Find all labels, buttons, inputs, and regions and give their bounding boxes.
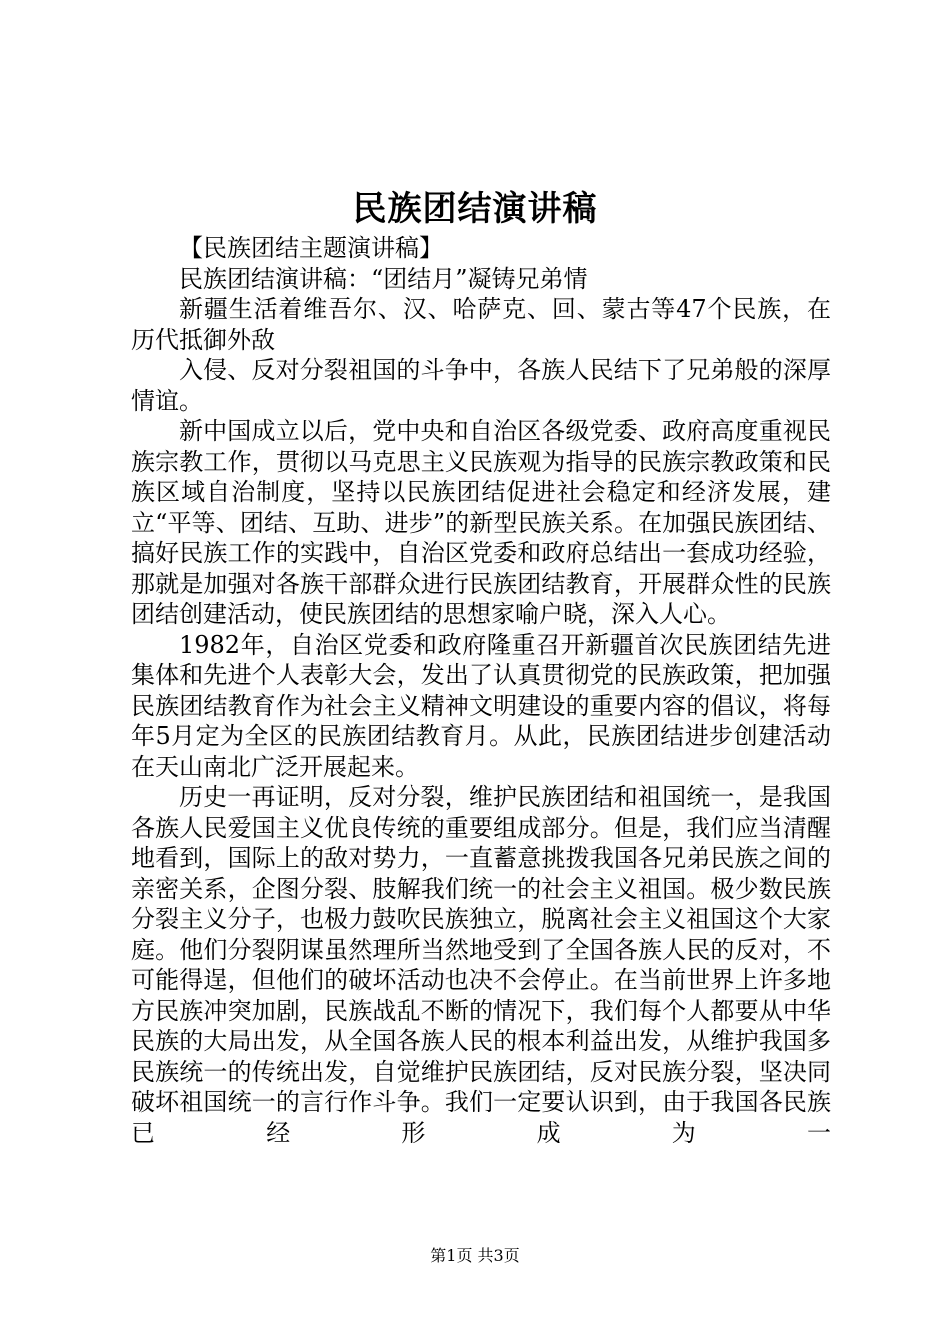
paragraph: 新中国成立以后，党中央和自治区各级党委、政府高度重视民族宗教工作，贯彻以马克思主义民族观为指导的民族宗教政策和民族区域自治制度，坚持以民族团结促进社会稳定和经济发展，建立“平等、团结、互助、进步”的新型民族关系。在加强民族团结、搞好民族工作的实践中，自治区党委和政府总结出一套成功经验，那就是加强对各族干部群众进行民族团结教育，开展群众性的民族团结创建活动，使民族团结的思想家喻户晓，深入人心。 [131, 417, 831, 628]
paragraph: 1982年，自治区党委和政府隆重召开新疆首次民族团结先进集体和先进个人表彰大会，发出了认真贯彻党的民族政策，把加强民族团结教育作为社会主义精神文明建设的重要内容的倡议，将每年5月定为全区的民族团结教育月。从此，民族团结进步创建活动在天山南北广泛开展起来。 [131, 630, 831, 781]
paragraph: 入侵、反对分裂祖国的斗争中，各族人民结下了兄弟般的深厚情谊。 [131, 356, 831, 415]
paragraph-heading: 【民族团结主题演讲稿】 [179, 234, 443, 262]
paragraph: 历史一再证明，反对分裂，维护民族团结和祖国统一，是我国各族人民爱国主义优良传统的重要组成部分。但是，我们应当清醒地看到，国际上的敌对势力，一直蓄意挑拨我国各兄弟民族之间的亲密关系，企图分裂、肢解我们统一的社会主义祖国。极少数民族分裂主义分子，也极力鼓吹民族独立，脱离社会主义祖国这个大家庭。他们分裂阴谋虽然理所当然地受到了全国各族人民的反对，不可能得逞，但他们的破坏活动也决不会停止。在当前世界上许多地方民族冲突加剧，民族战乱不断的情况下，我们每个人都要从中华民族的大局出发，从全国各族人民的根本利益出发，从维护我国多民族统一的传统出发，自觉维护民族团结，反对民族分裂，坚决同破坏祖国统一的言行作斗争。我们一定要认识到，由于我国各民族已经形成为一 [131, 783, 831, 1147]
page-footer: 第1页 共3页 [430, 1246, 520, 1265]
paragraph: 新疆生活着维吾尔、汉、哈萨克、回、蒙古等47个民族，在历代抵御外敌 [131, 295, 831, 354]
document-body [131, 233, 831, 1148]
paragraph-subtitle: 民族团结演讲稿：“团结月”凝铸兄弟情 [179, 264, 588, 293]
document-title: 民族团结演讲稿 [352, 189, 598, 229]
